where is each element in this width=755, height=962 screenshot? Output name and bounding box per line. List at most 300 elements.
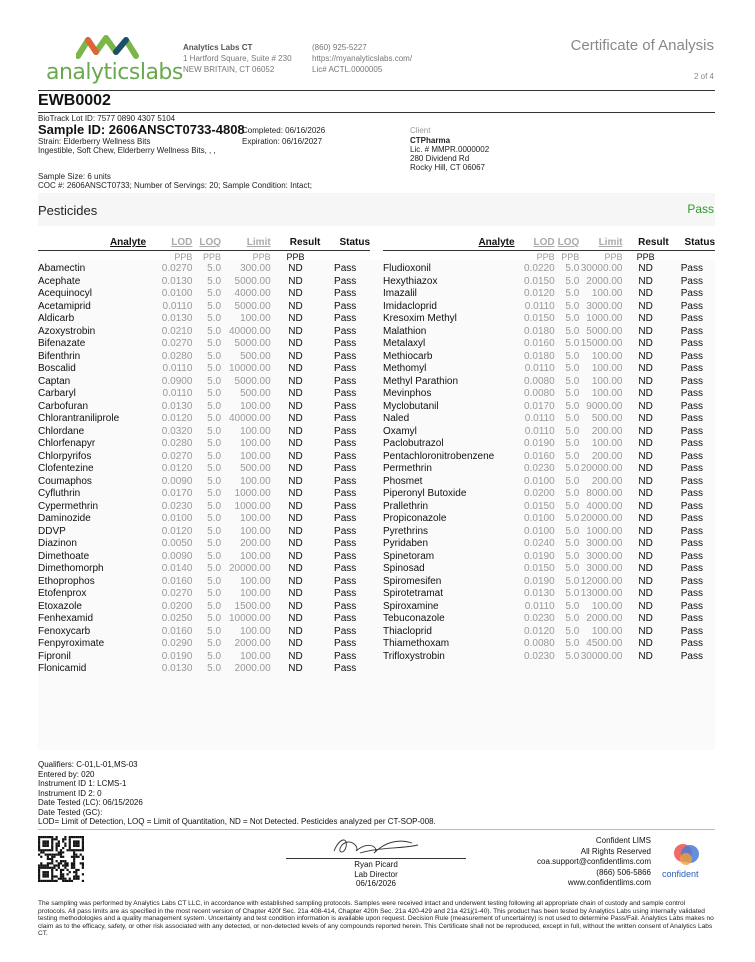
table-row xyxy=(383,363,715,376)
table-row xyxy=(383,276,715,289)
analyte-cell: Propiconazole xyxy=(383,513,447,524)
table-row xyxy=(383,488,715,501)
analyte-cell: Dimethomorph xyxy=(38,563,104,574)
status-cell: Pass xyxy=(680,400,703,412)
loq-cell: 5.0 xyxy=(207,325,222,337)
limit-cell: 100.00 xyxy=(240,450,271,462)
table-row xyxy=(38,638,370,651)
table-row xyxy=(38,388,370,401)
table-row xyxy=(38,288,370,301)
results-table-left xyxy=(38,237,370,676)
limit-cell: 2000.00 xyxy=(234,663,271,674)
loq-cell: 5.0 xyxy=(565,538,580,549)
result-cell: ND xyxy=(638,650,653,662)
header-analyte: Analyte xyxy=(478,237,515,248)
header-limit: Limit xyxy=(246,237,271,248)
loq-cell: 5.0 xyxy=(207,638,222,649)
loq-cell: 5.0 xyxy=(207,538,222,549)
result-cell: ND xyxy=(638,313,653,324)
lod-cell: 0.0110 xyxy=(162,300,193,312)
limit-cell: 1000.00 xyxy=(234,488,271,499)
status-cell: Pass xyxy=(680,350,703,362)
lod-cell: 0.0230 xyxy=(524,613,555,624)
result-cell: ND xyxy=(288,450,303,462)
section-band xyxy=(38,193,715,226)
status-cell: Pass xyxy=(334,588,357,599)
note-legend: LOD= Limit of Detection, LOQ = Limit of Quantitation, ND = Not Detected. Pesticides analyzed per CT-SOP-008. xyxy=(38,817,436,826)
status-cell: Pass xyxy=(334,313,357,324)
result-cell: ND xyxy=(288,463,303,474)
result-cell: ND xyxy=(288,500,303,512)
status-cell: Pass xyxy=(334,538,357,549)
note-entered-by: Entered by: 020 xyxy=(38,769,95,779)
header-result: Result xyxy=(289,237,321,248)
unit-limit: PPB xyxy=(604,251,623,262)
analyte-cell: Spirotetramat xyxy=(383,588,444,599)
status-cell: Pass xyxy=(680,375,703,387)
section-title: Pesticides xyxy=(38,203,98,218)
table-row xyxy=(383,576,715,589)
limit-cell: 40000.00 xyxy=(228,413,271,424)
status-cell: Pass xyxy=(680,625,703,637)
limit-cell: 8000.00 xyxy=(586,488,623,499)
loq-cell: 5.0 xyxy=(207,625,222,637)
limit-cell: 100.00 xyxy=(240,525,271,537)
table-row xyxy=(38,363,370,376)
analyte-cell: Fenpyroximate xyxy=(38,638,105,649)
result-cell: ND xyxy=(288,600,303,612)
analyte-cell: Pyridaben xyxy=(383,538,429,549)
lod-cell: 0.0100 xyxy=(524,525,555,537)
table-row xyxy=(383,376,715,389)
lod-cell: 0.0160 xyxy=(524,450,555,462)
loq-cell: 5.0 xyxy=(207,263,222,274)
loq-cell: 5.0 xyxy=(565,588,580,599)
analyte-cell: Coumaphos xyxy=(38,475,92,487)
client-address2: Rocky Hill, CT 06067 xyxy=(410,163,485,172)
result-cell: ND xyxy=(288,425,303,437)
lab-name: Analytics Labs CT xyxy=(183,43,253,52)
loq-cell: 5.0 xyxy=(207,550,222,562)
lod-cell: 0.0130 xyxy=(161,275,193,287)
analyte-cell: Spiromesifen xyxy=(383,575,442,587)
table-row xyxy=(383,451,715,464)
lod-cell: 0.0130 xyxy=(161,663,193,674)
unit-lod: PPB xyxy=(174,251,193,262)
lod-cell: 0.0180 xyxy=(524,325,555,337)
loq-cell: 5.0 xyxy=(565,575,580,587)
lod-cell: 0.0900 xyxy=(161,375,193,387)
header-lod: LOD xyxy=(533,237,555,248)
result-cell: ND xyxy=(288,525,303,537)
limit-cell: 100.00 xyxy=(591,438,623,449)
analyte-cell: Fludioxonil xyxy=(383,263,431,274)
limit-cell: 1500.00 xyxy=(234,600,271,612)
status-cell: Pass xyxy=(334,375,357,387)
result-cell: ND xyxy=(288,475,303,487)
limit-cell: 100.00 xyxy=(591,625,623,637)
loq-cell: 5.0 xyxy=(207,575,222,587)
status-cell: Pass xyxy=(334,338,357,349)
loq-cell: 5.0 xyxy=(565,288,580,299)
status-cell: Pass xyxy=(680,463,703,474)
analyte-cell: Metalaxyl xyxy=(383,338,426,349)
loq-cell: 5.0 xyxy=(207,438,222,449)
loq-cell: 5.0 xyxy=(565,388,580,399)
loq-cell: 5.0 xyxy=(207,600,222,612)
lab-address2: NEW BRITAIN, CT 06052 xyxy=(183,65,275,74)
note-date-gc: Date Tested (GC): xyxy=(38,807,103,817)
lod-cell: 0.0270 xyxy=(161,588,193,599)
result-cell: ND xyxy=(288,400,303,412)
result-cell: ND xyxy=(638,363,653,374)
limit-cell: 2000.00 xyxy=(586,275,623,287)
result-cell: ND xyxy=(288,313,303,324)
limit-cell: 30000.00 xyxy=(580,263,623,274)
lab-logo xyxy=(46,34,183,85)
lod-cell: 0.0200 xyxy=(161,600,193,612)
lod-cell: 0.0100 xyxy=(161,513,193,524)
analyte-cell: Etofenprox xyxy=(38,588,87,599)
result-cell: ND xyxy=(288,650,303,662)
result-cell: ND xyxy=(638,563,653,574)
lod-cell: 0.0110 xyxy=(524,600,555,612)
loq-cell: 5.0 xyxy=(565,338,580,349)
page-number: 2 of 4 xyxy=(693,72,714,81)
completed-date: Completed: 06/16/2026 xyxy=(242,126,326,135)
legal-disclaimer: The sampling was performed by Analytics Labs CT LLC, in accordance with established sampling protocols. Samples were received intact and underwent testing following all appropriate chain of custody and sample control protocols. All pass limits are as specified in the most recent version of Chapter 420f Sec. 21a 408-414, Chapter 420h Sec. 21a 420-429 and 21a 421j(1-40). This product has been tested by Analytics Labs using internally validated testing methodologies and a quality management system. Uncertainty and test condition information is available upon request. Decision Rule (measurement of uncertainty) is not used to determine Pass/Fail. Analytics Labs makes no claim as to the efficacy, safety, or other risk associated with any detected, or non-detected levels of any compounds reported herein. This Certificate shall not be reproduced, except in full, without the written consent of Analytics Labs CT. xyxy=(38,900,714,938)
analyte-cell: Chlordane xyxy=(38,425,85,437)
loq-cell: 5.0 xyxy=(207,613,222,624)
lod-cell: 0.0120 xyxy=(161,463,193,474)
analyte-cell: Boscalid xyxy=(38,363,76,374)
status-cell: Pass xyxy=(680,600,703,612)
table-row xyxy=(383,563,715,576)
lod-cell: 0.0160 xyxy=(161,575,193,587)
table-row xyxy=(38,338,370,351)
client-label: Client xyxy=(410,126,431,135)
status-cell: Pass xyxy=(680,613,703,624)
lod-cell: 0.0110 xyxy=(162,363,193,374)
loq-cell: 5.0 xyxy=(565,413,580,424)
loq-cell: 5.0 xyxy=(207,563,222,574)
limit-cell: 3000.00 xyxy=(586,538,623,549)
result-cell: ND xyxy=(288,338,303,349)
result-cell: ND xyxy=(288,563,303,574)
lod-cell: 0.0240 xyxy=(524,538,555,549)
loq-cell: 5.0 xyxy=(207,288,222,299)
analyte-cell: Naled xyxy=(383,413,410,424)
coc-info: COC #: 2606ANSCT0733; Number of Servings: 20; Sample Condition: Intact; xyxy=(38,181,312,190)
lod-cell: 0.0090 xyxy=(161,550,193,562)
status-cell: Pass xyxy=(680,363,703,374)
analyte-cell: Spinetoram xyxy=(383,550,435,562)
table-row xyxy=(383,651,715,664)
analyte-cell: Diazinon xyxy=(38,538,77,549)
status-cell: Pass xyxy=(680,263,703,274)
limit-cell: 100.00 xyxy=(591,388,623,399)
status-cell: Pass xyxy=(334,350,357,362)
lod-cell: 0.0150 xyxy=(524,500,555,512)
status-cell: Pass xyxy=(680,338,703,349)
result-cell: ND xyxy=(638,638,653,649)
result-cell: ND xyxy=(638,413,653,424)
unit-result: PPB xyxy=(636,251,655,262)
status-cell: Pass xyxy=(680,638,703,649)
lod-cell: 0.0270 xyxy=(161,338,193,349)
result-cell: ND xyxy=(638,275,653,287)
limit-cell: 12000.00 xyxy=(580,575,623,587)
sample-type: Ingestible, Soft Chew, Elderberry Wellness Bits, , , xyxy=(38,146,216,155)
lod-cell: 0.0110 xyxy=(524,425,555,437)
header-loq: LOQ xyxy=(557,237,580,248)
status-cell: Pass xyxy=(680,275,703,287)
status-cell: Pass xyxy=(680,300,703,312)
unit-loq: PPB xyxy=(561,251,580,262)
analyte-cell: Cypermethrin xyxy=(38,500,99,512)
analyte-cell: Hexythiazox xyxy=(383,275,438,287)
client-license: Lic. # MMPR.0000002 xyxy=(410,145,490,154)
result-cell: ND xyxy=(638,263,653,274)
loq-cell: 5.0 xyxy=(207,500,222,512)
lod-cell: 0.0170 xyxy=(161,488,193,499)
analyte-cell: Cyfluthrin xyxy=(38,488,81,499)
analyte-cell: Phosmet xyxy=(383,475,423,487)
loq-cell: 5.0 xyxy=(207,525,222,537)
table-row xyxy=(38,351,370,364)
table-row xyxy=(38,563,370,576)
analyte-cell: Bifenthrin xyxy=(38,350,81,362)
lod-cell: 0.0120 xyxy=(524,288,555,299)
status-cell: Pass xyxy=(334,300,357,312)
status-cell: Pass xyxy=(334,425,357,437)
loq-cell: 5.0 xyxy=(565,475,580,487)
limit-cell: 200.00 xyxy=(240,538,271,549)
table-row xyxy=(383,526,715,539)
analyte-cell: Tebuconazole xyxy=(383,613,445,624)
table-row xyxy=(383,638,715,651)
test-notes xyxy=(38,760,436,827)
analyte-cell: Carbaryl xyxy=(38,388,76,399)
limit-cell: 100.00 xyxy=(240,400,271,412)
lod-cell: 0.0200 xyxy=(524,488,555,499)
lod-cell: 0.0120 xyxy=(524,625,555,637)
analyte-cell: Trifloxystrobin xyxy=(383,650,445,662)
biotrack-lot-id: BioTrack Lot ID: 7577 0890 4307 5104 xyxy=(38,114,176,123)
table-row xyxy=(38,451,370,464)
table-row xyxy=(38,613,370,626)
status-cell: Pass xyxy=(334,475,357,487)
result-cell: ND xyxy=(288,538,303,549)
loq-cell: 5.0 xyxy=(207,338,222,349)
document-title: Certificate of Analysis xyxy=(570,37,714,54)
status-cell: Pass xyxy=(680,488,703,499)
limit-cell: 100.00 xyxy=(591,363,623,374)
status-cell: Pass xyxy=(680,438,703,449)
result-cell: ND xyxy=(288,325,303,337)
analyte-cell: Abamectin xyxy=(38,263,86,274)
lod-cell: 0.0230 xyxy=(524,463,555,474)
status-cell: Pass xyxy=(334,263,357,274)
result-cell: ND xyxy=(638,575,653,587)
table-row xyxy=(383,413,715,426)
analyte-cell: Bifenazate xyxy=(38,338,86,349)
analyte-cell: Captan xyxy=(38,375,71,387)
lab-website[interactable]: https://myanalyticslabs.com/ xyxy=(312,54,413,63)
status-cell: Pass xyxy=(680,313,703,324)
lod-cell: 0.0110 xyxy=(162,388,193,399)
lod-cell: 0.0130 xyxy=(161,313,193,324)
lod-cell: 0.0210 xyxy=(161,325,193,337)
result-cell: ND xyxy=(638,550,653,562)
table-row xyxy=(383,551,715,564)
status-cell: Pass xyxy=(334,275,357,287)
sample-code: EWB0002 xyxy=(38,92,111,109)
table-row xyxy=(383,301,715,314)
limit-cell: 13000.00 xyxy=(580,588,623,599)
status-cell: Pass xyxy=(334,438,357,449)
table-row xyxy=(38,663,370,676)
result-cell: ND xyxy=(638,438,653,449)
limit-cell: 100.00 xyxy=(240,425,271,437)
result-cell: ND xyxy=(638,325,653,337)
note-date-lc: Date Tested (LC): 06/15/2026 xyxy=(38,798,143,807)
lod-cell: 0.0320 xyxy=(161,425,193,437)
signatory-block xyxy=(286,860,466,889)
limit-cell: 100.00 xyxy=(591,600,623,612)
result-cell: ND xyxy=(638,388,653,399)
table-row xyxy=(38,326,370,339)
analyte-cell: Aldicarb xyxy=(38,313,75,324)
sample-strain: Strain: Elderberry Wellness Bits xyxy=(38,137,151,146)
table-row xyxy=(38,601,370,614)
analyte-cell: Permethrin xyxy=(383,463,432,474)
lims-email[interactable]: coa.support@confidentlims.com xyxy=(537,857,651,866)
table-row xyxy=(383,288,715,301)
limit-cell: 40000.00 xyxy=(228,325,271,337)
status-cell: Pass xyxy=(680,288,703,299)
status-cell: Pass xyxy=(680,588,703,599)
status-cell: Pass xyxy=(680,575,703,587)
lod-cell: 0.0080 xyxy=(524,388,555,399)
status-cell: Pass xyxy=(680,650,703,662)
table-row xyxy=(38,626,370,639)
loq-cell: 5.0 xyxy=(207,275,222,287)
loq-cell: 5.0 xyxy=(207,463,222,474)
limit-cell: 500.00 xyxy=(240,463,271,474)
status-cell: Pass xyxy=(334,363,357,374)
loq-cell: 5.0 xyxy=(565,363,580,374)
table-row xyxy=(383,501,715,514)
result-cell: ND xyxy=(638,350,653,362)
loq-cell: 5.0 xyxy=(565,488,580,499)
header-loq: LOQ xyxy=(199,237,222,248)
limit-cell: 100.00 xyxy=(591,375,623,387)
table-row xyxy=(383,426,715,439)
limit-cell: 100.00 xyxy=(240,550,271,562)
status-cell: Pass xyxy=(334,400,357,412)
status-cell: Pass xyxy=(334,500,357,512)
table-row xyxy=(38,301,370,314)
limit-cell: 3000.00 xyxy=(586,550,623,562)
analyte-cell: Fenoxycarb xyxy=(38,625,91,637)
lab-address1: 1 Hartford Square, Suite # 230 xyxy=(183,54,292,63)
limit-cell: 200.00 xyxy=(591,450,623,462)
analyte-cell: Imazalil xyxy=(383,288,417,299)
lod-cell: 0.0090 xyxy=(161,475,193,487)
lod-cell: 0.0080 xyxy=(524,638,555,649)
status-cell: Pass xyxy=(334,600,357,612)
loq-cell: 5.0 xyxy=(565,513,580,524)
result-cell: ND xyxy=(638,300,653,312)
limit-cell: 4000.00 xyxy=(234,288,271,299)
header-limit: Limit xyxy=(598,237,623,248)
lod-cell: 0.0120 xyxy=(161,525,193,537)
table-row xyxy=(38,438,370,451)
result-cell: ND xyxy=(288,388,303,399)
analyte-cell: Chlorantraniliprole xyxy=(38,413,120,424)
lod-cell: 0.0160 xyxy=(524,338,555,349)
limit-cell: 4500.00 xyxy=(586,638,623,649)
analyte-cell: Spinosad xyxy=(383,563,425,574)
limit-cell: 20000.00 xyxy=(580,513,623,524)
table-row xyxy=(38,476,370,489)
limit-cell: 1000.00 xyxy=(234,500,271,512)
signature-image xyxy=(330,833,422,859)
lims-website[interactable]: www.confidentlims.com xyxy=(567,878,651,887)
loq-cell: 5.0 xyxy=(565,438,580,449)
lod-cell: 0.0150 xyxy=(524,275,555,287)
analyte-cell: Methiocarb xyxy=(383,350,433,362)
result-cell: ND xyxy=(638,588,653,599)
limit-cell: 5000.00 xyxy=(234,338,271,349)
status-cell: Pass xyxy=(334,638,357,649)
loq-cell: 5.0 xyxy=(207,475,222,487)
analyte-cell: Kresoxim Methyl xyxy=(383,313,457,324)
analyte-cell: Fipronil xyxy=(38,650,71,662)
limit-cell: 100.00 xyxy=(240,513,271,524)
lod-cell: 0.0110 xyxy=(524,363,555,374)
table-row xyxy=(38,276,370,289)
lod-cell: 0.0120 xyxy=(161,413,193,424)
table-row xyxy=(383,438,715,451)
footer-divider xyxy=(38,829,715,830)
limit-cell: 5000.00 xyxy=(234,300,271,312)
loq-cell: 5.0 xyxy=(565,313,580,324)
lod-cell: 0.0130 xyxy=(161,400,193,412)
client-name: CTPharma xyxy=(410,136,451,145)
loq-cell: 5.0 xyxy=(565,463,580,474)
result-cell: ND xyxy=(638,375,653,387)
loq-cell: 5.0 xyxy=(565,638,580,649)
analyte-cell: Ethoprophos xyxy=(38,575,95,587)
table-row xyxy=(38,651,370,664)
loq-cell: 5.0 xyxy=(565,625,580,637)
loq-cell: 5.0 xyxy=(207,313,222,324)
table-row xyxy=(383,263,715,276)
analyte-cell: Thiamethoxam xyxy=(383,638,450,649)
table-row xyxy=(38,501,370,514)
header-analyte: Analyte xyxy=(109,237,147,248)
lod-cell: 0.0280 xyxy=(161,438,193,449)
result-cell: ND xyxy=(288,288,303,299)
lod-cell: 0.0230 xyxy=(524,650,555,662)
analyte-cell: DDVP xyxy=(38,525,66,537)
status-cell: Pass xyxy=(680,550,703,562)
limit-cell: 1000.00 xyxy=(586,525,623,537)
limit-cell: 2000.00 xyxy=(586,613,623,624)
table-row xyxy=(383,513,715,526)
